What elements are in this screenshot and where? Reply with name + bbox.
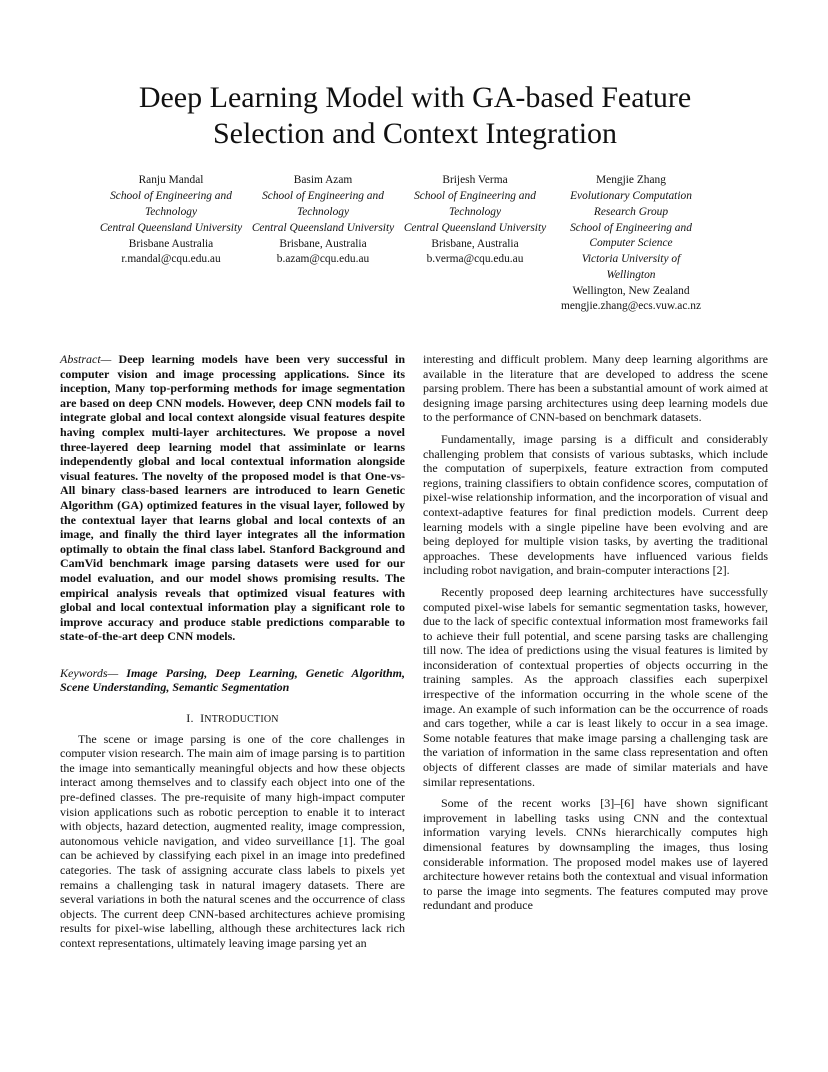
author-email[interactable]: b.azam@cqu.edu.au	[276, 253, 370, 266]
author-email[interactable]: b.verma@cqu.edu.au	[426, 253, 524, 266]
author-block-3	[400, 173, 550, 268]
section-title-initial: I	[200, 711, 205, 726]
author-block-1	[96, 173, 246, 268]
author-email[interactable]: r.mandal@cqu.edu.au	[121, 253, 221, 266]
author-email[interactable]: mengjie.zhang@ecs.vuw.ac.nz	[560, 300, 702, 313]
author-affiliation: School of Engineering and Technology	[110, 190, 232, 218]
author-name: Mengjie Zhang	[596, 174, 666, 186]
paper-title	[60, 80, 770, 152]
author-location: Brisbane, Australia	[279, 238, 367, 251]
author-location: Wellington, New Zealand	[572, 285, 690, 298]
body-paragraph: Recently proposed deep learning architectures have successfully computed pixel-wise labels for semantic segmentation tasks, however, due to the lack of specific contextual information most frameworks fail to achieve their full potential, and scene parsing tasks are challenging till now. The idea of predictions using the visual features is limited by inconsideration of contextual properties of objects occurring in the training samples. As the approach classifies each superpixel irrespective of the information occurring in the whole scene of the image. An example of such information can be the occurrence of roads and cars together, while a car is least likely to occur in a sea image. Some notable features that make image parsing a challenging task are the variation of information in the same class representation and often objects of different classes are made of similar materials and have similar representations.	[423, 584, 768, 789]
body-paragraph: Some of the recent works [3]–[6] have shown significant improvement in labelling tasks using CNN and the contextual information varying levels. CNNs hierarchically computes high dimensional features by downsampling the images, thus losing considerable information. The proposed model makes use of layered architecture however retains both the contextual and visual information to parse the image into segments. The features computed may prove redundant and produce	[423, 796, 768, 913]
title-line-1: Deep Learning Model with GA-based Feature	[138, 81, 692, 114]
title-line-2: Selection and Context Integration	[212, 117, 618, 150]
author-affiliation: Central Queensland University	[99, 221, 243, 234]
author-affiliation: Central Queensland University	[403, 221, 547, 234]
author-affiliation: School of Engineering and Technology	[414, 190, 536, 218]
author-location: Brisbane Australia	[128, 238, 214, 251]
author-block-4	[556, 173, 706, 315]
author-location: Brisbane, Australia	[431, 238, 519, 251]
abstract-text: Deep learning models have been very successful in computer vision and image processing applications. Since its inception, Many top-performing methods for image segmentation are based on deep CNN models. However, deep CNN models fail to integrate global and local context alongside visual features despite having complex multi-layer architectures. We propose a novel three-layered deep learning model that assiminlate or learns independently global and local contextual information alongside visual features. The novelty of the proposed model is that One-vs-All binary class-based learners are introduced to learn Genetic Algorithm (GA) optimized features in the visual layer, followed by the contextual layer that learns global and local contexts of an image, and finally the third layer integrates all the information optimally to obtain the final class label. Stanford Background and CamVid benchmark image parsing datasets were used for our model evaluation, and our model shows promising results. The empirical analysis reveals that optimized visual features with global and local contextual information play a significant role to improve accuracy and produce stable predictions comparable to state-of-the-art deep CNN models.	[60, 352, 405, 644]
author-block-2	[248, 173, 398, 268]
author-name: Brijesh Verma	[442, 174, 508, 186]
body-paragraph: The scene or image parsing is one of the core challenges in computer vision research. The main aim of image parsing is to partition the image into semantically meaningful objects and how these objects interact among themselves and to classify each object into one of the pre-defined classes. The pre-requisite of many high-impact computer vision applications such as robotic perception to enable it to interact with objects, hazard detection, augmented reality, image compression, autonomous vehicle navigation, and video surveillance [1]. The goal can be achieved by classifying each pixel in an image into predefined categories. The task of assigning accurate class labels to pixels yet remains a challenging task in natural imagery datasets. There are several variations in both the natural scenes and the occurrence of class objects. The current deep CNN-based architectures achieve promising results for pixel-wise labelling, although these architectures lack rich context representations, ultimately leaving image parsing yet an	[60, 731, 405, 950]
author-affiliation: School of Engineering and Technology	[262, 190, 384, 218]
author-affiliation: Victoria University of Wellington	[581, 253, 681, 281]
author-affiliation: Central Queensland University	[251, 221, 395, 234]
author-affiliation: Evolutionary Computation Research Group	[570, 190, 692, 218]
abstract-label: Abstract—	[60, 352, 112, 366]
keywords	[60, 666, 405, 695]
section-heading-introduction	[60, 711, 405, 728]
section-title-rest: NTRODUCTION	[204, 714, 279, 726]
left-column	[60, 352, 405, 951]
keywords-text: Image Parsing, Deep Learning, Genetic Algorithm, Scene Understanding, Semantic Segmentation	[60, 665, 405, 695]
abstract	[60, 352, 405, 644]
right-column	[423, 352, 768, 913]
section-number: I.	[186, 711, 194, 726]
author-name: Ranju Mandal	[138, 174, 204, 186]
keywords-label: Keywords—	[60, 665, 119, 680]
author-affiliation: School of Engineering and Computer Science	[570, 221, 692, 250]
author-name: Basim Azam	[293, 174, 353, 186]
body-paragraph: Fundamentally, image parsing is a difficult and considerably challenging problem that consists of various subtasks, which include the computation of superpixels, feature extraction from computed regions, training classifiers to obtain confidence scores, computation of pixel-wise relationship information, and the incorporation of visual and context-adaptive features for final prediction models. Current deep learning models with a single pipeline have been evolving and are being deployed for multiple vision tasks, by averting the traditional approaches. These developments have influenced various fields including robot navigation, and brain-computer interactions [2].	[423, 431, 768, 578]
body-paragraph: interesting and difficult problem. Many deep learning algorithms are available in the literature that are developed to address the scene parsing problem. There has been a substantial amount of work aimed at designing image parsing architectures using deep learning models due to the performance of CNN-based on benchmark datasets.	[423, 352, 768, 425]
